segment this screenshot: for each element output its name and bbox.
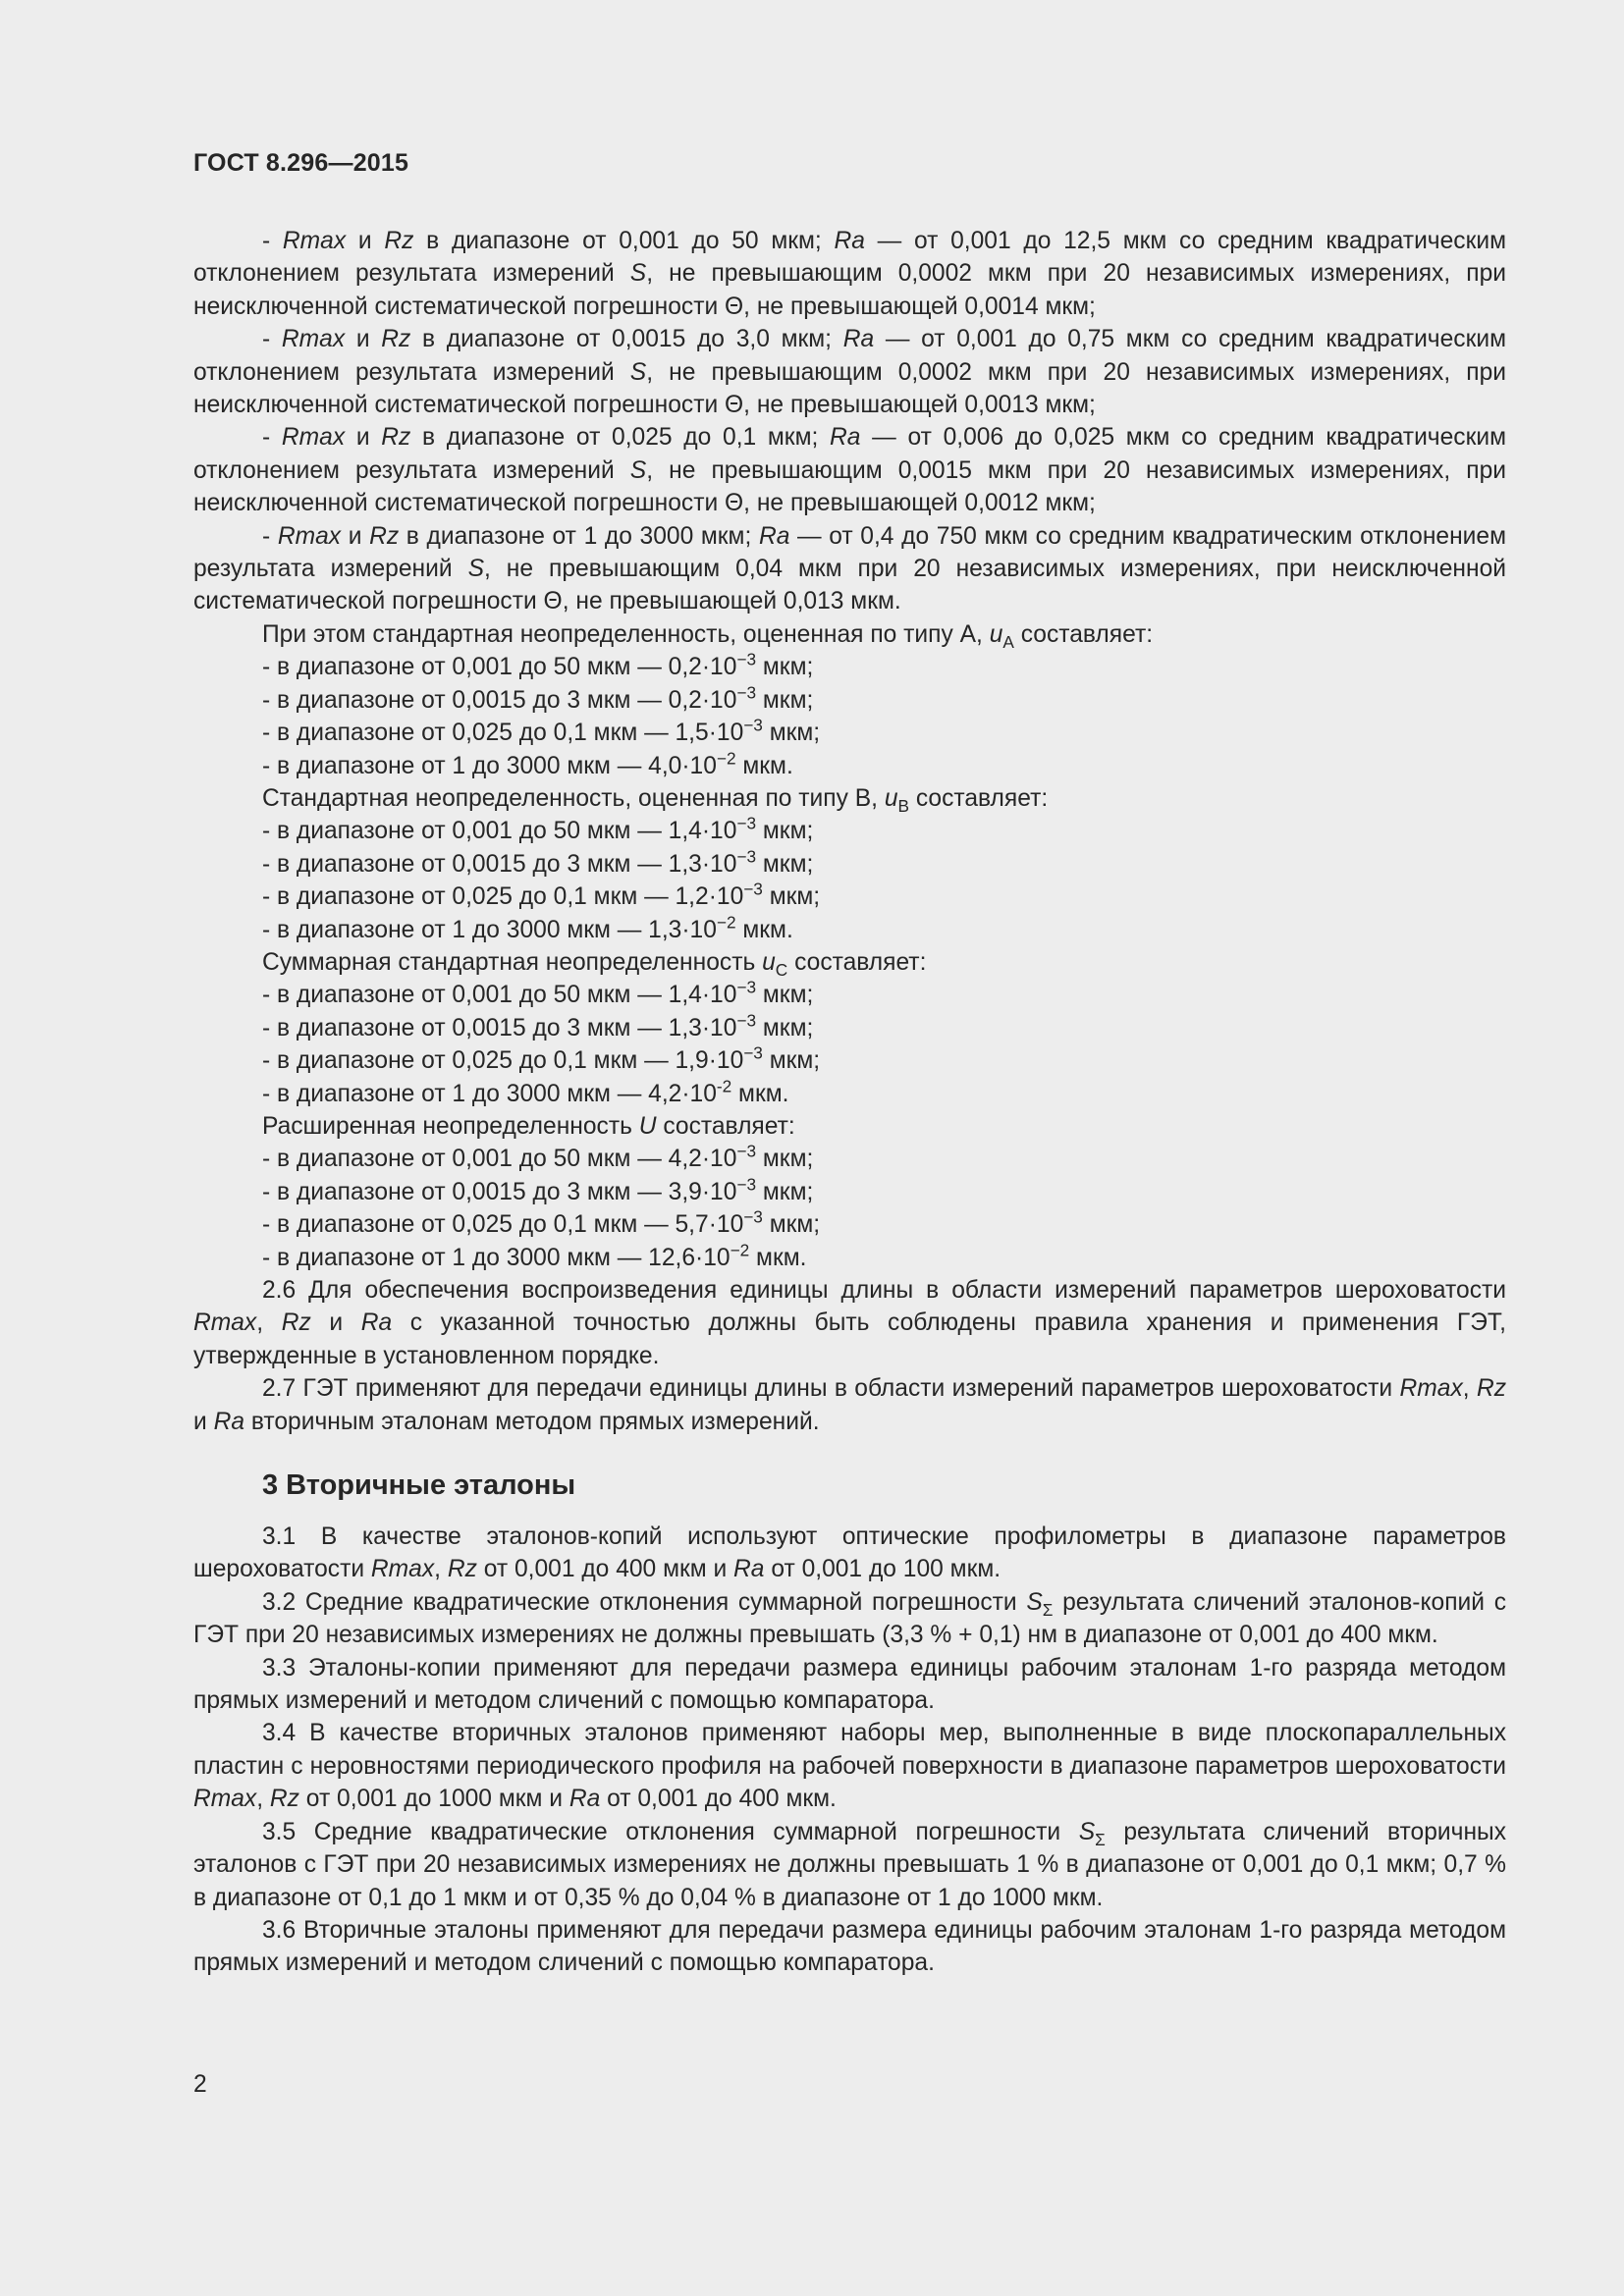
clause-2-7: 2.7 ГЭТ применяют для передачи единицы длины в области измерений параметров шероховатости Rmax, Rz и Ra вторичным эталонам методом прямых измерений. <box>193 1375 1506 1435</box>
uncertainty-intro-b: Стандартная неопределенность, оцененная по типу В, $u_B$ составляет: <box>262 784 1049 816</box>
clause-3-1: 3.1 В качестве эталонов-копий используют оптические профилометры в диапазоне параметров шероховатости Rmax, Rz от 0,001 до 400 мкм и Ra от 0,001 до 100 мкм. <box>193 1523 1506 1583</box>
uncertainty-value: - в диапазоне от 1 до 3000 мкм — $12,6\cdot 10^{-2}$ мкм. <box>262 1240 807 1271</box>
uncertainty-intro-expanded: Расширенная неопределенность U составляет: <box>262 1112 795 1140</box>
uncertainty-value: - в диапазоне от 0,0015 до 3 мкм — $1,3\cdot 10^{-3}$ мкм; <box>262 1010 814 1041</box>
range-item: - Rmax и Rz в диапазоне от 0,001 до 50 мкм; Ra — от 0,001 до 12,5 мкм со средним квадратическим отклонением результата измерений S, не превышающим 0,0002 мкм при 20 независимых измерениях, при неисключенной систематической погрешности Θ, не превышающей 0,0014 мкм; <box>193 228 1507 320</box>
uncertainty-value: - в диапазоне от 1 до 3000 мкм — $4,0\cdot 10^{-2}$ мкм. <box>262 748 793 779</box>
page-number: 2 <box>193 2071 207 2098</box>
uncertainty-value: - в диапазоне от 0,001 до 50 мкм — $4,2\cdot 10^{-3}$ мкм; <box>262 1141 814 1173</box>
uncertainty-value: - в диапазоне от 1 до 3000 мкм — $4,2\cdot 10^{-2}$ мкм. <box>262 1076 789 1107</box>
uncertainty-value: - в диапазоне от 0,001 до 50 мкм — $1,4\cdot 10^{-3}$ мкм; <box>262 813 814 845</box>
clause-3-6: 3.6 Вторичные эталоны применяют для передачи размера единицы рабочим эталонам 1-го разряда методом прямых измерений и методом сличений с помощью компаратора. <box>193 1916 1506 1977</box>
uncertainty-value: - в диапазоне от 0,001 до 50 мкм — $0,2\cdot 10^{-3}$ мкм; <box>262 649 814 681</box>
document-body <box>193 225 1506 1980</box>
uncertainty-value: - в диапазоне от 0,025 до 0,1 мкм — $1,5\cdot 10^{-3}$ мкм; <box>262 715 821 747</box>
uncertainty-value: - в диапазоне от 0,0015 до 3 мкм — $0,2\cdot 10^{-3}$ мкм; <box>262 682 814 714</box>
range-item: - Rmax и Rz в диапазоне от 1 до 3000 мкм; Ra — от 0,4 до 750 мкм со средним квадратическим отклонением результата измерений S, не превышающим 0,04 мкм при 20 независимых измерениях, при неисключенной систематической погрешности Θ, не превышающей 0,013 мкм. <box>193 522 1506 615</box>
uncertainty-value: - в диапазоне от 0,0015 до 3 мкм — $1,3\cdot 10^{-3}$ мкм; <box>262 846 814 878</box>
range-item: - Rmax и Rz в диапазоне от 0,0015 до 3,0 мкм; Ra — от 0,001 до 0,75 мкм со средним квадратическим отклонением результата измерений S, не превышающим 0,0002 мкм при 20 независимых измерениях, при неисключенной систематической погрешности Θ, не превышающей 0,0013 мкм; <box>193 326 1507 419</box>
uncertainty-value: - в диапазоне от 0,001 до 50 мкм — $1,4\cdot 10^{-3}$ мкм; <box>262 977 814 1009</box>
uncertainty-value: - в диапазоне от 0,025 до 0,1 мкм — $1,9\cdot 10^{-3}$ мкм; <box>262 1042 821 1075</box>
clause-2-6: 2.6 Для обеспечения воспроизведения единицы длины в области измерений параметров шероховатости Rmax, Rz и Ra с указанной точностью должны быть соблюдены правила хранения и применения ГЭТ, утвержденные в установленном порядке. <box>193 1277 1507 1369</box>
document-header: ГОСТ 8.296—2015 <box>193 149 409 177</box>
range-item: - Rmax и Rz в диапазоне от 0,025 до 0,1 мкм; Ra — от 0,006 до 0,025 мкм со средним квадратическим отклонением результата измерений S, не превышающим 0,0015 мкм при 20 независимых измерениях, при неисключенной систематической погрешности Θ, не превышающей 0,0012 мкм; <box>193 424 1506 517</box>
section-3-title: 3 Вторичные эталоны <box>262 1469 576 1502</box>
uncertainty-intro-a: При этом стандартная неопределенность, оцененная по типу А, $u_A$ составляет: <box>262 620 1154 652</box>
clause-3-5: 3.5 Средние квадратические отклонения суммарной погрешности $S_\Sigma$ результата сличений вторичных эталонов с ГЭТ при 20 независимых измерениях не должны превышать 1 % в диапазоне от 0,001 до 0,1 мкм; 0,7 % в диапазоне от 0,1 до 1 мкм и от 0,35 % до 0,04 % в диапазоне от 1 до 1000 мкм. <box>193 1818 1506 1911</box>
clause-3-2: 3.2 Средние квадратические отклонения суммарной погрешности $S_\Sigma$ результата сличений эталонов-копий с ГЭТ при 20 независимых измерениях не должны превышать (3,3 % + 0,1) нм в диапазоне от 0,001 до 400 мкм. <box>193 1588 1506 1649</box>
clause-3-3: 3.3 Эталоны-копии применяют для передачи размера единицы рабочим эталонам 1-го разряда методом прямых измерений и методом сличений с помощью компаратора. <box>193 1654 1506 1715</box>
clause-3-4: 3.4 В качестве вторичных эталонов применяют наборы мер, выполненные в виде плоскопараллельных пластин с неровностями периодического профиля на рабочей поверхности в диапазоне параметров шероховатости Rmax, Rz от 0,001 до 1000 мкм и Ra от 0,001 до 400 мкм. <box>193 1720 1506 1813</box>
uncertainty-value: - в диапазоне от 0,025 до 0,1 мкм — $5,7\cdot 10^{-3}$ мкм; <box>262 1206 821 1239</box>
uncertainty-intro-c: Суммарная стандартная неопределенность $u_C$ составляет: <box>262 948 927 980</box>
uncertainty-value: - в диапазоне от 1 до 3000 мкм — $1,3\cdot 10^{-2}$ мкм. <box>262 912 793 943</box>
uncertainty-value: - в диапазоне от 0,0015 до 3 мкм — $3,9\cdot 10^{-3}$ мкм; <box>262 1174 814 1205</box>
uncertainty-value: - в диапазоне от 0,025 до 0,1 мкм — $1,2\cdot 10^{-3}$ мкм; <box>262 879 821 911</box>
